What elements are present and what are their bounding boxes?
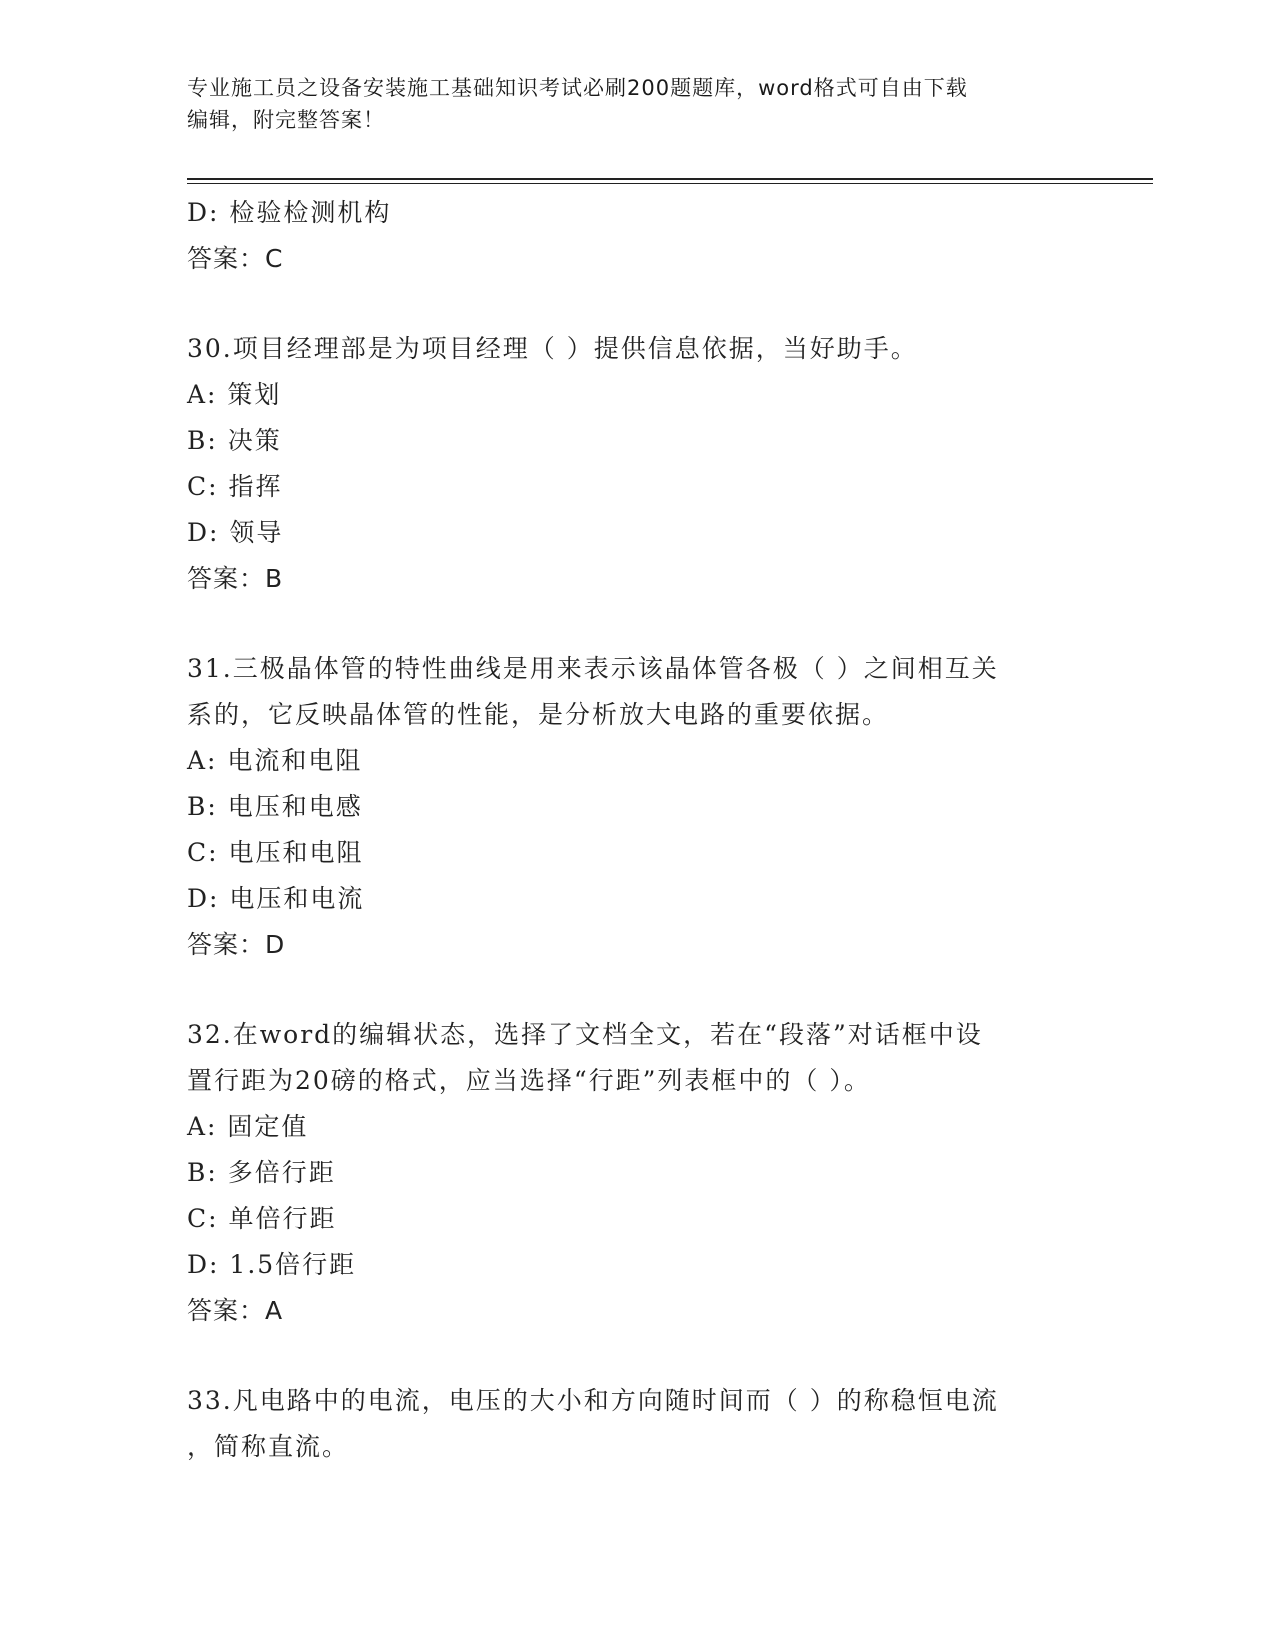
- header-line-1: 专业施工员之设备安装施工基础知识考试必刷200题题库，word格式可自由下载: [187, 76, 968, 100]
- question-text-line: 33.凡电路中的电流，电压的大小和方向随时间而（ ）的称稳恒电流: [187, 1386, 999, 1415]
- option-b: B: 电压和电感: [187, 792, 363, 821]
- option-a: A: 固定值: [187, 1112, 309, 1141]
- option-a: A: 电流和电阻: [187, 746, 363, 775]
- answer: 答案：B: [187, 564, 284, 593]
- option-d: D: 1.5倍行距: [187, 1250, 357, 1279]
- question-text-line: 系的，它反映晶体管的性能，是分析放大电路的重要依据。: [187, 700, 890, 729]
- option-d: D: 电压和电流: [187, 884, 365, 913]
- option-b: B: 多倍行距: [187, 1158, 336, 1187]
- question-32: [187, 1012, 1057, 1334]
- answer: 答案：A: [187, 1296, 284, 1325]
- option-c: C: 电压和电阻: [187, 838, 364, 867]
- question-text-line: 31.三极晶体管的特性曲线是用来表示该晶体管各极（ ）之间相互关: [187, 654, 999, 683]
- answer: 答案：D: [187, 930, 286, 959]
- header-rule-thin: [187, 183, 1153, 184]
- question-text: [187, 1012, 1057, 1104]
- prev-option-d: D: 检验检测机构: [187, 198, 392, 227]
- question-text: [187, 326, 1057, 372]
- prev-answer: 答案：C: [187, 244, 284, 273]
- question-text: [187, 1378, 1057, 1470]
- question-text-line: 32.在word的编辑状态，选择了文档全文，若在“段落”对话框中设: [187, 1020, 983, 1049]
- document-header: [187, 72, 1067, 136]
- option-c: C: 指挥: [187, 472, 283, 501]
- option-c: C: 单倍行距: [187, 1204, 337, 1233]
- option-a: A: 策划: [187, 380, 282, 409]
- question-content: [187, 190, 1057, 1470]
- question-text: [187, 646, 1057, 738]
- question-text-line: 置行距为20磅的格式，应当选择“行距”列表框中的（ ）。: [187, 1066, 871, 1095]
- question-33: [187, 1378, 1057, 1470]
- question-text-line: 30.项目经理部是为项目经理（ ）提供信息依据，当好助手。: [187, 334, 918, 363]
- option-b: B: 决策: [187, 426, 282, 455]
- header-line-2: 编辑，附完整答案！: [187, 108, 385, 132]
- option-d: D: 领导: [187, 518, 284, 547]
- question-text-line: ，简称直流。: [187, 1432, 350, 1461]
- question-31: [187, 646, 1057, 968]
- header-rule-thick: [187, 178, 1153, 180]
- question-30: [187, 326, 1057, 602]
